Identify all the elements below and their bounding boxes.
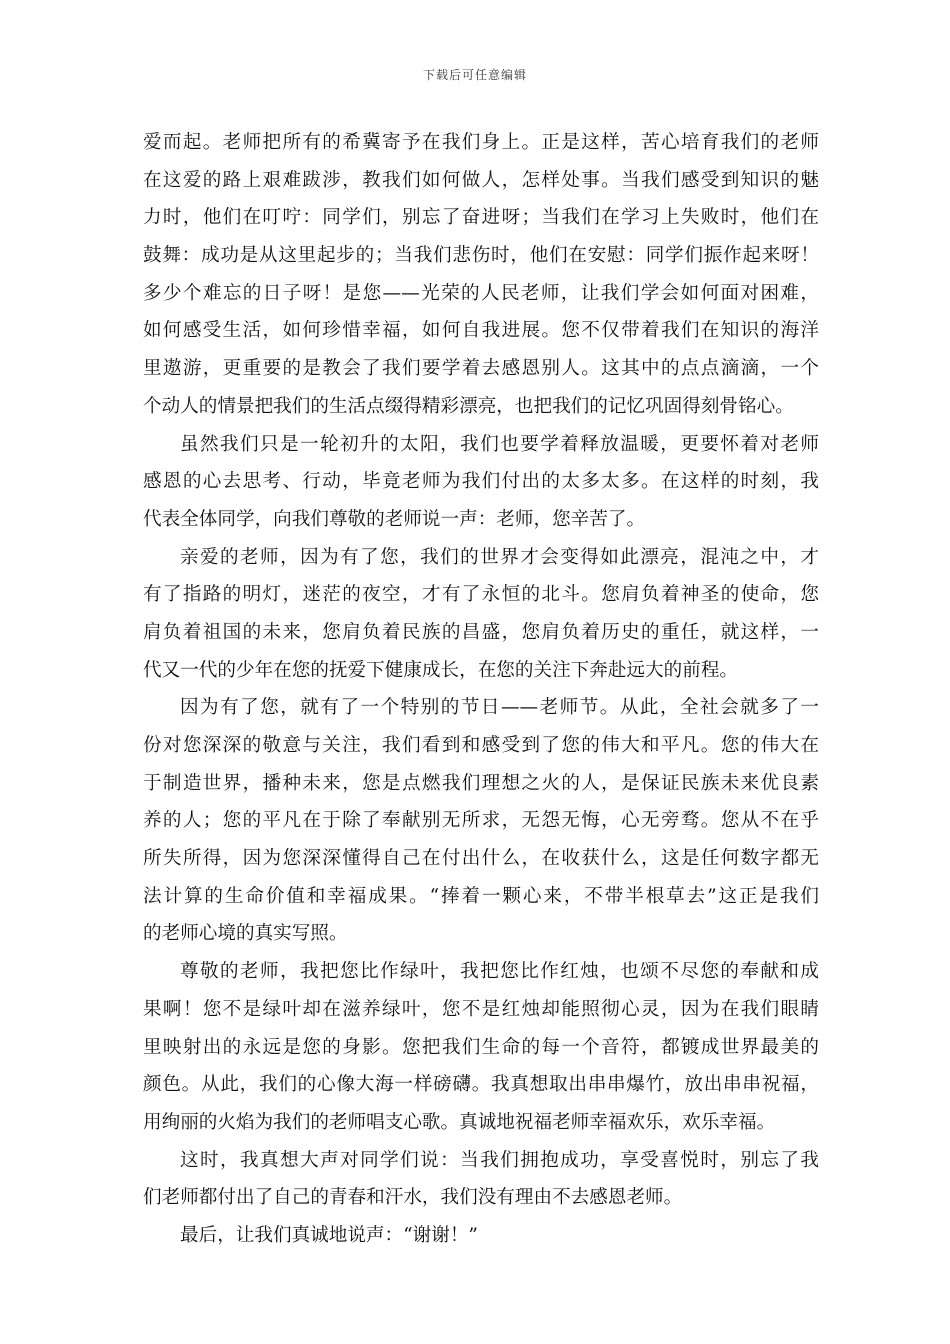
text-line: 有了指路的明灯，迷茫的夜空，才有了永恒的北斗。您肩负着神圣的使命，您: [143, 584, 819, 606]
text-line: 所失所得，因为您深深懂得自己在付出什么，在收获什么，这是任何数字都无: [143, 848, 819, 870]
document-body: [143, 124, 819, 1255]
page-header: 下载后可任意编辑: [422, 68, 527, 82]
paragraph-start-line: 因为有了您，就有了一个特别的节日——老师节。从此，全社会就多了一: [180, 697, 819, 719]
text-line: 养的人；您的平凡在于除了奉献别无所求，无怨无悔，心无旁骛。您从不在乎: [143, 810, 819, 832]
text-line: 代又一代的少年在您的抚爱下健康成长，在您的关注下奔赴远大的前程。: [143, 659, 739, 681]
text-line: 的老师心境的真实写照。: [143, 923, 348, 945]
paragraph-start-line: 尊敬的老师，我把您比作绿叶，我把您比作红烛，也颂不尽您的奉献和成: [180, 961, 819, 983]
text-line: 如何感受生活，如何珍惜幸福，如何自我进展。您不仅带着我们在知识的海洋: [143, 320, 819, 342]
text-line: 代表全体同学，向我们尊敬的老师说一声：老师，您辛苦了。: [143, 508, 646, 530]
text-line: 们老师都付出了自己的青春和汗水，我们没有理由不去感恩老师。: [143, 1187, 683, 1209]
text-line: 多少个难忘的日子呀！是您——光荣的人民老师，让我们学会如何面对困难，: [143, 282, 819, 304]
text-line: 法计算的生命价值和幸福成果。“捧着一颗心来，不带半根草去”这正是我们: [143, 885, 819, 907]
text-line: 里遨游，更重要的是教会了我们要学着去感恩别人。这其中的点点滴滴，一个: [143, 358, 819, 380]
text-line: 力时，他们在叮咛：同学们，别忘了奋进呀；当我们在学习上失败时，他们在: [143, 207, 819, 229]
text-line: 爱而起。老师把所有的希冀寄予在我们身上。正是这样，苦心培育我们的老师: [143, 132, 819, 153]
text-line: 里映射出的永远是您的身影。您把我们生命的每一个音符，都镀成世界最美的: [143, 1036, 819, 1058]
text-line: 果啊！您不是绿叶却在滋养绿叶，您不是红烛却能照彻心灵，因为在我们眼睛: [143, 998, 819, 1020]
paragraph-start-line: 亲爱的老师，因为有了您，我们的世界才会变得如此漂亮，混沌之中，才: [180, 546, 819, 568]
text-line: 于制造世界，播种未来，您是点燃我们理想之火的人，是保证民族未来优良素: [143, 772, 819, 794]
text-line: 个动人的情景把我们的生活点缀得精彩漂亮，也把我们的记忆巩固得刻骨铭心。: [143, 395, 794, 417]
text-line: 肩负着祖国的未来，您肩负着民族的昌盛，您肩负着历史的重任，就这样，一: [143, 621, 819, 643]
text-line: 感恩的心去思考、行动，毕竟老师为我们付出的太多太多。在这样的时刻，我: [143, 471, 819, 493]
paragraph-start-line: 最后，让我们真诚地说声：“谢谢！”: [180, 1224, 478, 1246]
text-line: 颜色。从此，我们的心像大海一样磅礴。我真想取出串串爆竹，放出串串祝福，: [143, 1074, 819, 1096]
paragraph-start-line: 这时，我真想大声对同学们说：当我们拥抱成功，享受喜悦时，别忘了我: [180, 1149, 819, 1171]
text-line: 份对您深深的敬意与关注，我们看到和感受到了您的伟大和平凡。您的伟大在: [143, 735, 819, 756]
text-line: 鼓舞：成功是从这里起步的；当我们悲伤时，他们在安慰：同学们振作起来呀！: [143, 245, 819, 267]
paragraph-start-line: 虽然我们只是一轮初升的太阳，我们也要学着释放温暖，更要怀着对老师: [180, 433, 819, 455]
text-line: 在这爱的路上艰难跋涉，教我们如何做人，怎样处事。当我们感受到知识的魅: [143, 169, 819, 191]
text-line: 用绚丽的火焰为我们的老师唱支心歌。真诚地祝福老师幸福欢乐，欢乐幸福。: [143, 1111, 776, 1133]
